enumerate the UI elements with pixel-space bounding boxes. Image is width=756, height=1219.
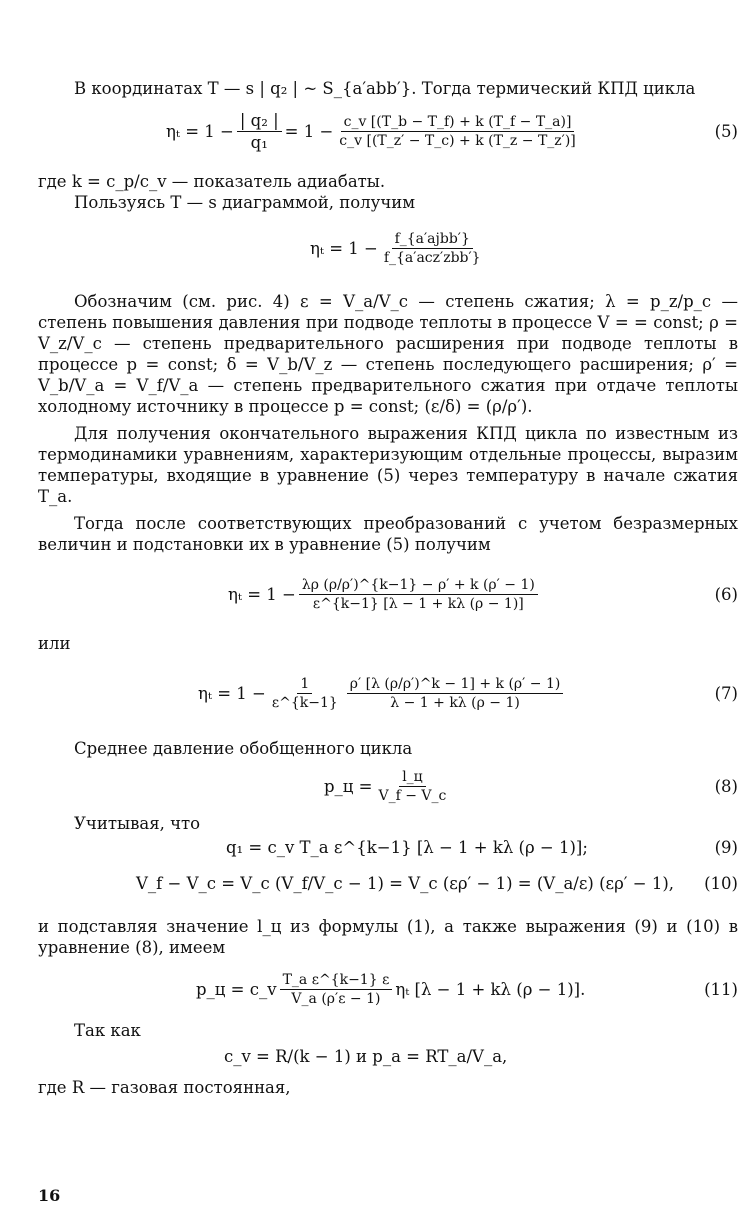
equation-number-7: (7) [714,683,738,703]
equation-number-6: (6) [714,584,738,604]
page-number: 16 [38,1186,61,1205]
equation-number-8: (8) [714,776,738,796]
equation-5: ηₜ = 1 − $\frac{\text{| q₂ |}}{\text{q₁}}$ = 1 − $\frac{c\_v [(T\_b - T\_f) + k (T\_f - T\_a)]}{c\_v [(T\_z' - T\_c) + k (T\_z - T\_z')]}$ (5) [166,110,738,152]
heading-mean-pressure: Среднее давление обобщенного цикла [74,739,413,758]
paragraph-transformations: Тогда после соответствующих преобразований с учетом безразмерных величин и подстановки их в уравнение (5) получим [38,514,738,554]
or-label: или [38,634,71,653]
paragraph-final-expression: Для получения окончательного выражения КПД цикла по известным из термодинамики уравнениям, характеризующим отдельные процессы, выразим температуры, входящие в уравнение (5) через температуру в начале сжатия T_a. [38,424,738,506]
equation-8: p_ц = $\frac{l\_ц}{V\_f - V\_c}$ (8) [324,768,738,804]
equation-11: p_ц = c_v $\frac{\text{T\_a ε\textasciicircum{}\{k−1\} ε}}{V\_a (\rho'\varepsilon - 1)}$ ηₜ [λ − 1 + kλ (ρ − 1)]. (11) [196,971,738,1007]
equation-10: V_f − V_c = V_c (V_f/V_c − 1) = V_c (ερ′ − 1) = (V_a/ε) (ερ′ − 1), (10) [136,873,738,893]
equation-number-10: (10) [704,873,738,893]
paragraph-adiabatic: где k = c_p/c_v — показатель адиабаты. [38,172,386,191]
paragraph-substituting: и подставляя значение l_ц из формулы (1), а также выражения (9) и (10) в уравнение (8), имеем [38,917,738,957]
equation-number-9: (9) [714,837,738,857]
page-content [38,78,738,1098]
equation-7: ηₜ = 1 − $\frac{1}{\varepsilon\^{}\{k-1\}}$ $\frac{\rho' [\lambda (\rho/\rho')\^{}k - 1] + k (\rho' - 1)}{\lambda - 1 + k\lambda (\rho - 1)}$ (7) [198,675,738,711]
label-since: Так как [74,1021,141,1040]
equation-number-11: (11) [704,979,738,999]
label-considering: Учитывая, что [74,814,201,833]
paragraph-definitions: Обозначим (см. рис. 4) ε = V_a/V_c — степень сжатия; λ = p_z/p_c — степень повышения давления при подводе теплоты в процессе V = = const; ρ = V_z/V_c — степень предварительного расширения при подводе теплоты в процессе p = const; δ = V_b/V_z — степень последующего расширения; ρ′ = V_b/V_a = V_f/V_a — степень предварительного сжатия при отдаче теплоты холодному источнику в процессе p = const; (ε/δ) = (ρ/ρ′). [38,292,738,416]
paragraph-gas-constant: где R — газовая постоянная, [38,1078,291,1097]
paragraph-coordinates: В координатах T — s | q₂ | ~ S_{a′abb′}. Тогда термический КПД цикла [74,79,696,98]
equation-number-5: (5) [714,121,738,141]
equation-6: ηₜ = 1 − $\frac{\lambda\rho (\rho/\rho')\^{}\{k-1\} - \rho' + k (\rho' - 1)}{\varepsilon\^{}\{k-1\} [\lambda - 1 + k\lambda (\rho - 1)]}$ (6) [228,576,738,612]
paragraph-ts-diagram: Пользуясь T — s диаграммой, получим [74,193,416,212]
equation-12: c_v = R/(k − 1) и p_a = RT_a/V_a, [224,1046,508,1066]
equation-area-ratio: ηₜ = 1 − $\frac{\text{f\_\{a′ajbb′\}}}{\text{f\_\{a′acz′zbb′\}}}$ [310,230,481,266]
equation-9: q₁ = c_v T_a ε^{k−1} [λ − 1 + kλ (ρ − 1)]; (9) [226,837,738,857]
